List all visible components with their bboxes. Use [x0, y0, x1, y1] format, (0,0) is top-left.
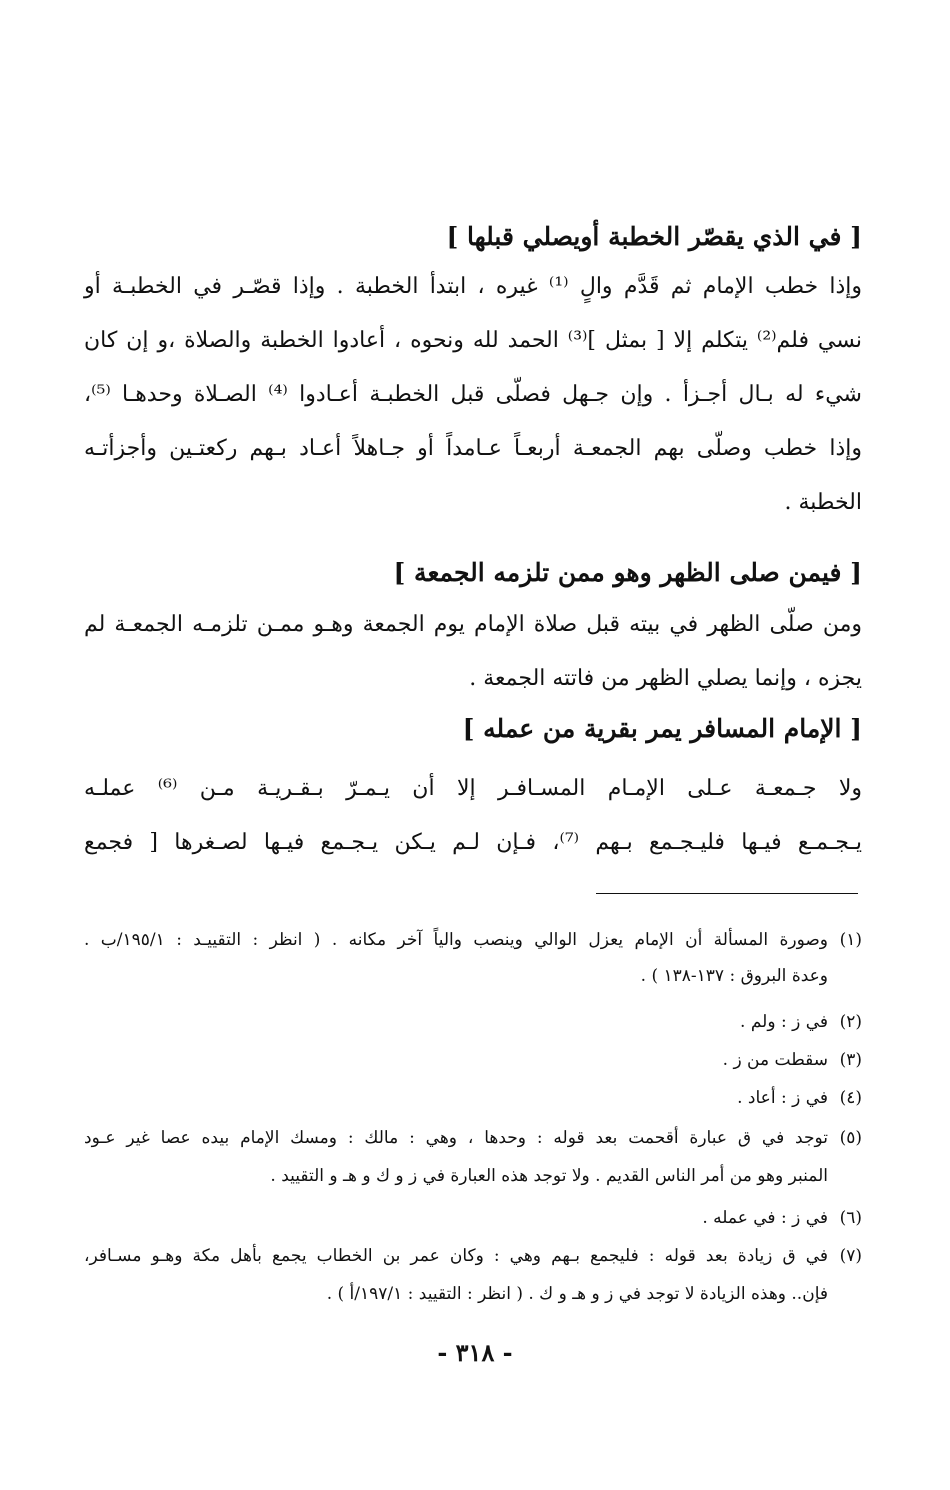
footnote-number: (٤) — [839, 1088, 862, 1108]
footnote-number: (٥) — [839, 1128, 862, 1148]
footnote-7 — [84, 1246, 862, 1266]
footnote-number: (١) — [839, 930, 862, 950]
footnote-1 — [84, 930, 862, 950]
footnote-text: في ز : في عمله . — [702, 1208, 828, 1228]
section-heading: [ فيمن صلى الظهر وهو ممن تلزمه الجمعة ] — [393, 558, 862, 587]
footnote-2 — [84, 1012, 862, 1032]
footnote-number: (٦) — [839, 1208, 862, 1228]
footnote-3 — [84, 1050, 862, 1070]
footnote-text: سقطت من ز . — [722, 1050, 828, 1070]
body-line: شيء له بـال أجـزأ . وإن جـهل فصلّى قبل الخطبـة أعـادوا ⁽⁴⁾ الصـلاة وحدهـا ⁽⁵⁾، — [84, 382, 862, 407]
footnote-text: في ق زيادة بعد قوله : فليجمع بـهم وهي : وكان عمر بن الخطاب يجمع بأهل مكة وهـو مسـافر، — [84, 1246, 828, 1266]
footnote-number: (٢) — [839, 1012, 862, 1032]
section-heading: [ الإمام المسافر يمر بقرية من عمله ] — [462, 714, 862, 743]
footnote-text: في ز : أعاد . — [737, 1088, 828, 1108]
body-line: يجزه ، وإنما يصلي الظهر من فاتته الجمعة . — [469, 666, 862, 691]
footnote-1-continuation: وعدة البروق : ١٣٧-١٣٨ ) . — [640, 966, 828, 986]
footnote-text: في ز : ولم . — [740, 1012, 828, 1032]
footnote-5-continuation: المنبر وهو من أمر الناس القديم . ولا توجد هذه العبارة في ز و ك و هـ و التقييد . — [270, 1166, 828, 1186]
body-line: الخطبة . — [784, 490, 862, 515]
footnote-text: توجد في ق عبارة أقحمت بعد قوله : وحدها ، وهي : مالك : ومسك الإمام بيده عصا غير عـود — [84, 1128, 828, 1148]
footnote-6 — [84, 1208, 862, 1228]
section-heading: [ في الذي يقصّر الخطبة أويصلي قبلها ] — [446, 222, 862, 251]
footnote-number: (٧) — [839, 1246, 862, 1266]
footnote-text: وصورة المسألة أن الإمام يعزل الوالي وينصب والياً آخر مكانه . ( انظر : التقييـد : ١٩٥/١/ب . — [84, 930, 828, 950]
footnote-5 — [84, 1128, 862, 1148]
footnote-4 — [84, 1088, 862, 1108]
footnote-number: (٣) — [839, 1050, 862, 1070]
page-number: - ٣١٨ - — [437, 1338, 513, 1367]
body-line: وإذا خطب وصلّى بهم الجمعـة أربعـاً عـامداً أو جـاهلاً أعـاد بـهم ركعتـين وأجزأتـه — [84, 436, 862, 461]
body-line: ومن صلّى الظهر في بيته قبل صلاة الإمام يوم الجمعة وهـو ممـن تلزمـه الجمعـة لم — [84, 612, 862, 637]
body-line: يـجـمـع فيـها فليـجـمع بـهم ⁽⁷⁾، فـإن لـم يـكن يـجـمع فيـها لصـغرها [ فجمع — [84, 830, 862, 855]
footnote-7-continuation: فإن.. وهذه الزيادة لا توجد في ز و هـ و ك . ( انظر : التقييد : ١٩٧/١/أ ) . — [326, 1284, 828, 1304]
body-line: نسي فلم⁽²⁾ يتكلم إلا [ بمثل ]⁽³⁾ الحمد لله ونحوه ، أعادوا الخطبة والصلاة ،و إن كان — [84, 328, 863, 353]
body-line: ولا جـمعـة عـلى الإمـام المسـافـر إلا أن يـمـرّ بـقـريـة مـن ⁽⁶⁾ عملـه — [84, 776, 863, 801]
body-line: وإذا خطب الإمام ثم قَدَّم والٍ ⁽¹⁾ غيره ، ابتدأ الخطبة . وإذا قصّـر في الخطبـة أو — [84, 274, 862, 299]
footnote-separator — [596, 893, 858, 894]
